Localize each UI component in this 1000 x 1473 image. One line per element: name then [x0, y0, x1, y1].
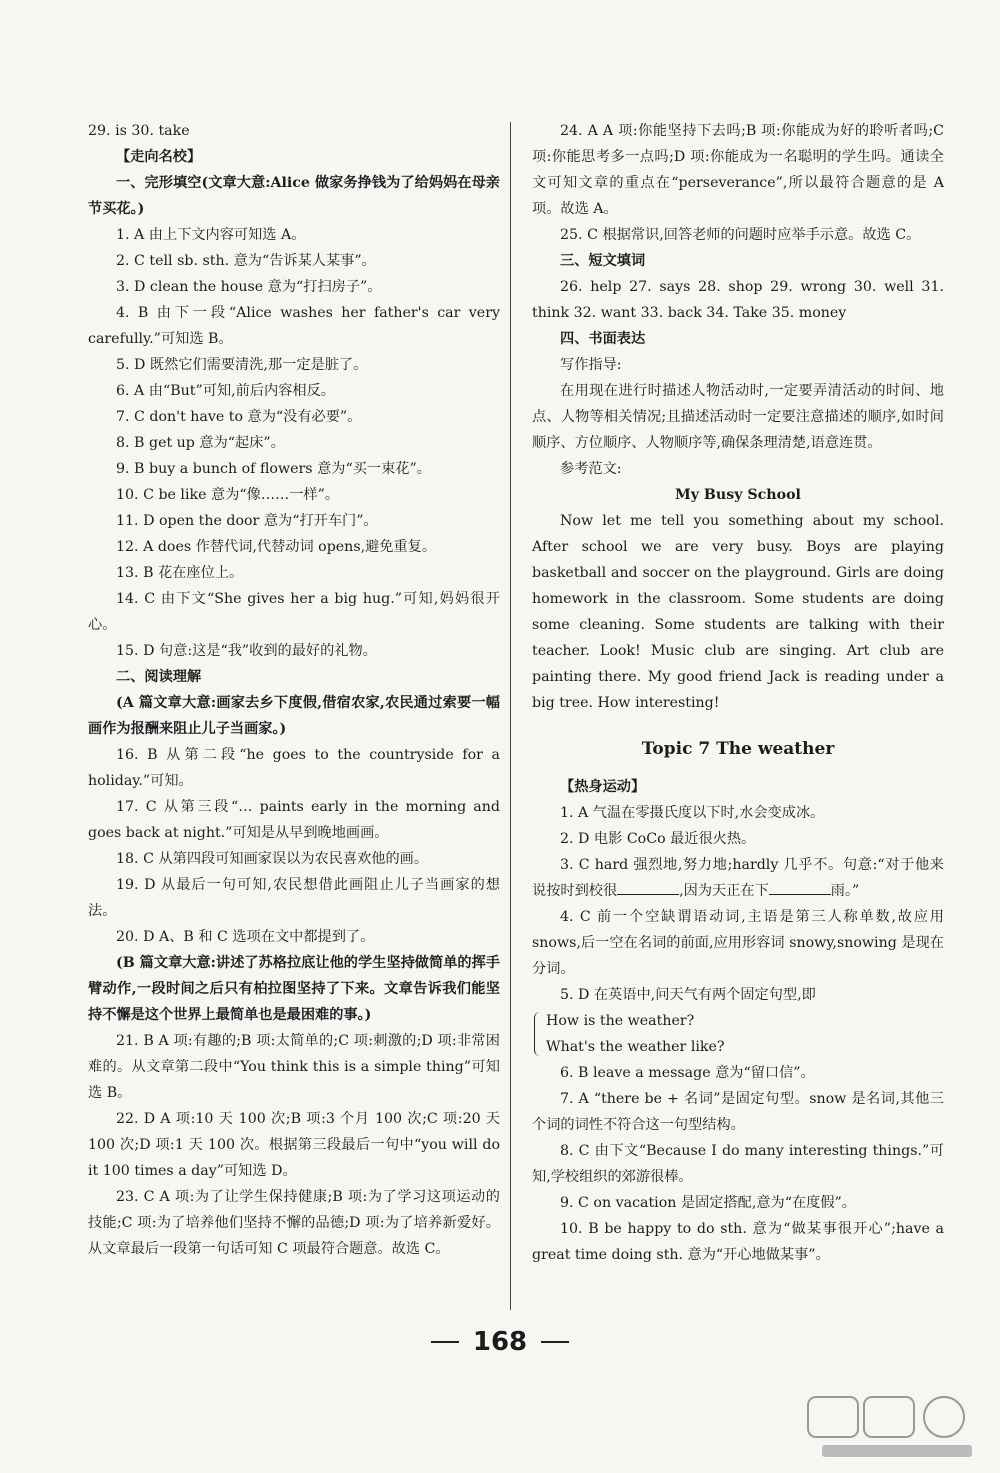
right-b-line-text: 4. C 前一个空缺谓语动词,主语是第三人称单数,故应用 snows,后一空在名词的前面,应用形容词 snowy,snowing 是现在分词。: [532, 909, 944, 977]
left-line-text: (A 篇文章大意:画家去乡下度假,借宿农家,农民通过索要一幅画作为报酬来阻止儿子当画家。): [88, 695, 500, 737]
pattern-2: What's the weather like?: [546, 1039, 725, 1055]
left-line-23: [88, 872, 500, 924]
left-line-21: [88, 794, 500, 846]
left-line-22: [88, 846, 500, 872]
right-a-line-9: [532, 508, 944, 716]
left-line-4: [88, 248, 500, 274]
right-c-line-4: [532, 1216, 944, 1268]
right-a-line-text: 在用现在进行时描述人物活动时,一定要弄清活动的时间、地点、人物等相关情况;且描述活动时一定要注意描述的顺序,如时间顺序、方位顺序、人物顺序等,确保条理清楚,语意连贯。: [532, 383, 944, 451]
right-a-line-text: 四、书面表达: [560, 331, 646, 347]
left-line-10: [88, 430, 500, 456]
left-line-9: [88, 404, 500, 430]
left-line-text: 1. A 由上下文内容可知选 A。: [116, 227, 306, 243]
left-line-text: (B 篇文章大意:讲述了苏格拉底让他的学生坚持做简单的挥手臂动作,一段时间之后只有柏拉图坚持了下来。文章告诉我们能坚持不懈是这个世界上最简单也是最困难的事。): [88, 955, 500, 1023]
right-a-line-2: [532, 248, 944, 274]
left-line-text: 19. D 从最后一句可知,农民想借此画阻止儿子当画家的想法。: [88, 877, 500, 919]
right-a-line-text: 三、短文填词: [560, 253, 646, 269]
footer-dash-left: [431, 1341, 459, 1343]
left-line-text: 23. C A 项:为了让学生保持健康;B 项:为了学习这项运动的技能;C 项:为了培养他们坚持不懈的品德;D 项:为了培养新爱好。从文章最后一段第一句话可知 C 项最符合题意。故选 C。: [88, 1189, 500, 1257]
left-line-3: [88, 222, 500, 248]
right-c-line-1: [532, 1086, 944, 1138]
right-a-line-text: 26. help 27. says 28. shop 29. wrong 30. well 31. think 32. want 33. back 34. Take 35. money: [532, 279, 944, 321]
right-c-line-text: 10. B be happy to do sth. 意为“做某事很开心”;have a great time doing sth. 意为“开心地做某事”。: [532, 1221, 944, 1263]
weather-sentence-patterns: [532, 1008, 944, 1060]
right-c-line-0: [532, 1060, 944, 1086]
answer-blank: [617, 880, 679, 895]
left-line-text: 22. D A 项:10 天 100 次;B 项:3 个月 100 次;C 项:20 天 100 次;D 项:1 天 100 次。根据第三段最后一句中“you will do it 100 times a day”可知选 D。: [88, 1111, 500, 1179]
left-line-text: 12. A does 作替代词,代替动词 opens,避免重复。: [116, 539, 437, 555]
left-line-1: [88, 144, 500, 170]
left-line-text: 【走向名校】: [116, 149, 202, 165]
right-a-line-6: [532, 378, 944, 456]
left-line-text: 4. B 由下一段“Alice washes her father's car very carefully.”可知选 B。: [88, 305, 500, 347]
left-line-16: [88, 586, 500, 638]
right-c-line-text: 6. B leave a message 意为“留口信”。: [560, 1065, 815, 1081]
left-line-20: [88, 742, 500, 794]
left-line-14: [88, 534, 500, 560]
right-a-line-text: Now let me tell you something about my school. After school we are very busy. Boys are playing basketball and soccer on the playground. Girls are doing homework in the classroom. Some students are doing some cleaning. Some students are talking with their teacher. Look! Music club are singing. Art club are painting there. My good friend Jack is reading under a big tree. How interesting!: [532, 513, 944, 711]
left-line-15: [88, 560, 500, 586]
left-line-text: 一、完形填空(文章大意:Alice 做家务挣钱为了给妈妈在母亲节买花。): [88, 175, 500, 217]
right-c-line-text: 7. A “there be + 名词”是固定句型。snow 是名词,其他三个词的词性不符合这一句型结构。: [532, 1091, 944, 1133]
right-a-line-text: 25. C 根据常识,回答老师的问题时应举手示意。故选 C。: [560, 227, 921, 243]
left-line-19: [88, 690, 500, 742]
right-a-line-text: 参考范文:: [560, 461, 622, 477]
left-line-text: 17. C 从第三段“… paints early in the morning and goes back at night.”可知是从早到晚地画画。: [88, 799, 500, 841]
q3-tail-a: ,因为天正在下: [679, 883, 769, 899]
left-line-text: 21. B A 项:有趣的;B 项:太简单的;C 项:刺激的;D 项:非常困难的。从文章第二段中“You think this is a simple thing”可知选 B。: [88, 1033, 500, 1101]
right-a-line-text: 24. A A 项:你能坚持下去吗;B 项:你能成为好的聆听者吗;C 项:你能思考多一点吗;D 项:你能成为一名聪明的学生吗。通读全文可知文章的重点在“perseverance”,所以最符合题意的是 A 项。故选 A。: [532, 123, 944, 217]
right-b-line-0: [532, 774, 944, 800]
left-line-text: 6. A 由“But”可知,前后内容相反。: [116, 383, 335, 399]
right-a-line-8: [532, 482, 944, 508]
left-line-text: 10. C be like 意为“像……一样”。: [116, 487, 340, 503]
left-line-26: [88, 1028, 500, 1106]
right-b-line-1: [532, 800, 944, 826]
right-column: [532, 118, 944, 1268]
watermark-logo-icon: [802, 1393, 982, 1463]
right-b-line-text: 3. C hard 强烈地,努力地;hardly 几乎不。句意:“对于他来说按时到校很: [532, 857, 944, 899]
left-line-5: [88, 274, 500, 300]
left-line-11: [88, 456, 500, 482]
right-a-line-text: 写作指导:: [560, 357, 622, 373]
left-line-text: 20. D A、B 和 C 选项在文中都提到了。: [116, 929, 375, 945]
left-line-text: 9. B buy a bunch of flowers 意为“买一束花”。: [116, 461, 431, 477]
left-line-17: [88, 638, 500, 664]
right-a-line-5: [532, 352, 944, 378]
left-line-text: 15. D 句意:这是“我”收到的最好的礼物。: [116, 643, 377, 659]
brace-icon: [534, 1012, 543, 1056]
left-line-text: 7. C don't have to 意为“没有必要”。: [116, 409, 362, 425]
right-c-line-text: 9. C on vacation 是固定搭配,意为“在度假”。: [560, 1195, 856, 1211]
right-a-line-text: My Busy School: [675, 487, 801, 503]
right-b-line-text: 【热身运动】: [560, 779, 646, 795]
left-line-24: [88, 924, 500, 950]
left-line-8: [88, 378, 500, 404]
page-number: 168: [472, 1327, 528, 1357]
left-line-25: [88, 950, 500, 1028]
left-line-text: 14. C 由下文“She gives her a big hug.”可知,妈妈很开心。: [88, 591, 500, 633]
left-line-7: [88, 352, 500, 378]
right-a-line-7: [532, 456, 944, 482]
left-line-18: [88, 664, 500, 690]
column-divider: [510, 122, 511, 1310]
left-line-text: 11. D open the door 意为“打开车门”。: [116, 513, 378, 529]
footer-dash-right: [541, 1341, 569, 1343]
left-line-text: 16. B 从第二段“he goes to the countryside for a holiday.”可知。: [88, 747, 500, 789]
left-line-28: [88, 1184, 500, 1262]
left-line-12: [88, 482, 500, 508]
right-b-line-2: [532, 826, 944, 852]
right-a-line-1: [532, 222, 944, 248]
left-line-text: 18. C 从第四段可知画家误以为农民喜欢他的画。: [116, 851, 429, 867]
page-footer: [0, 1322, 1000, 1362]
right-c-line-2: [532, 1138, 944, 1190]
left-line-text: 13. B 花在座位上。: [116, 565, 244, 581]
left-line-text: 二、阅读理解: [116, 669, 202, 685]
left-line-text: 2. C tell sb. sth. 意为“告诉某人某事”。: [116, 253, 376, 269]
right-b-line-text: 5. D 在英语中,问天气有两个固定句型,即: [560, 987, 816, 1003]
right-b-line-text: 2. D 电影 CoCo 最近很火热。: [560, 831, 756, 847]
left-line-text: 8. B get up 意为“起床”。: [116, 435, 285, 451]
right-b-line-4: [532, 904, 944, 982]
left-line-27: [88, 1106, 500, 1184]
left-line-text: 3. D clean the house 意为“打扫房子”。: [116, 279, 382, 295]
right-c-line-text: 8. C 由下文“Because I do many interesting things.”可知,学校组织的郊游很棒。: [532, 1143, 944, 1185]
answer-blank: [769, 880, 831, 895]
right-b-line-5: [532, 982, 944, 1008]
left-line-text: 5. D 既然它们需要清洗,那一定是脏了。: [116, 357, 368, 373]
left-line-0: [88, 118, 500, 144]
right-a-line-3: [532, 274, 944, 326]
left-line-6: [88, 300, 500, 352]
left-line-text: 29. is 30. take: [88, 123, 190, 139]
right-b-line-3: [532, 852, 944, 904]
left-line-2: [88, 170, 500, 222]
right-c-line-3: [532, 1190, 944, 1216]
right-a-line-0: [532, 118, 944, 222]
right-b-line-text: 1. A 气温在零摄氏度以下时,水会变成冰。: [560, 805, 825, 821]
q3-tail-b: 雨。”: [830, 883, 860, 899]
left-column: [88, 118, 500, 1262]
right-a-line-4: [532, 326, 944, 352]
left-line-13: [88, 508, 500, 534]
pattern-1: How is the weather?: [546, 1013, 695, 1029]
topic-heading: Topic 7 The weather: [641, 739, 835, 759]
